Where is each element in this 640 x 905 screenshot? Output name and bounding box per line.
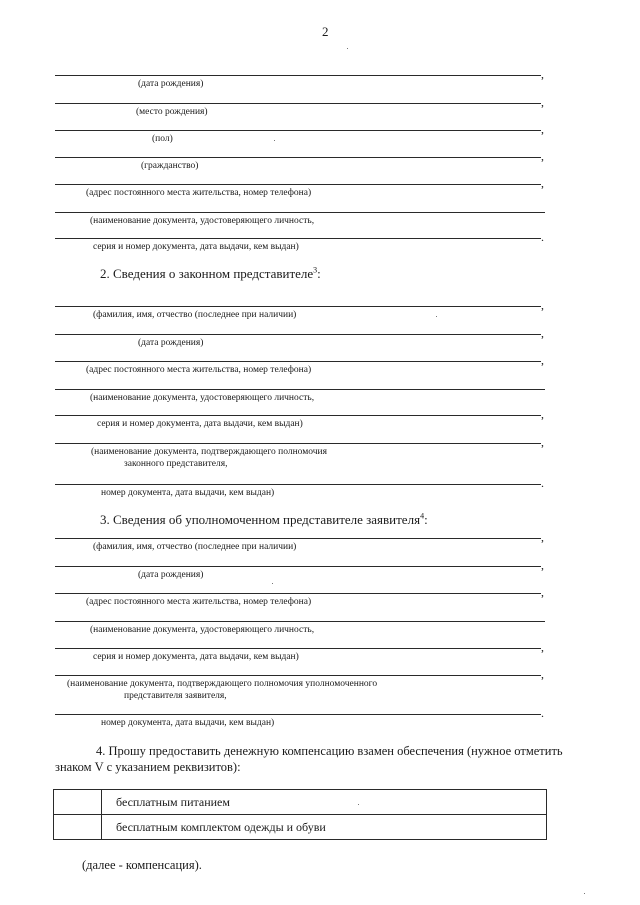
fill-line[interactable] — [55, 484, 541, 485]
line-comma: , — [541, 95, 544, 109]
caption-id-document: (наименование документа, удостоверяющего личность, — [90, 216, 315, 226]
line-comma: , — [541, 122, 544, 136]
scan-speck — [274, 140, 275, 141]
fill-line[interactable] — [55, 621, 545, 622]
fill-line[interactable] — [55, 103, 541, 104]
line-comma: , — [541, 176, 544, 190]
caption-id-details: серия и номер документа, дата выдачи, кем выдан) — [93, 242, 299, 252]
fill-line[interactable] — [55, 714, 541, 715]
line-comma: , — [541, 149, 544, 163]
line-comma: . — [541, 476, 544, 490]
compensation-options-table — [53, 789, 547, 840]
footnote-marker: 3 — [313, 265, 318, 275]
caption-address-phone: (адрес постоянного места жительства, номер телефона) — [86, 365, 312, 375]
caption-authority-document-cont: представителя заявителя, — [124, 691, 227, 701]
line-comma: , — [541, 67, 544, 81]
caption-id-details: серия и номер документа, дата выдачи, кем выдан) — [97, 419, 303, 429]
compensation-request-line2: знаком V с указанием реквизитов): — [55, 760, 241, 774]
line-comma: , — [541, 353, 544, 367]
page-number: 2 — [322, 24, 329, 39]
caption-authority-details: номер документа, дата выдачи, кем выдан) — [101, 488, 275, 498]
fill-line[interactable] — [55, 675, 541, 676]
fill-line[interactable] — [55, 415, 541, 416]
caption-gender: (пол) — [152, 134, 173, 144]
scan-speck — [436, 316, 437, 317]
caption-authority-details: номер документа, дата выдачи, кем выдан) — [101, 718, 275, 728]
line-comma: , — [541, 407, 544, 421]
caption-authority-document: (наименование документа, подтверждающего полномочия — [91, 447, 328, 457]
caption-id-details: серия и номер документа, дата выдачи, кем выдан) — [93, 652, 299, 662]
caption-birth-date: (дата рождения) — [138, 79, 204, 89]
compensation-after-text: (далее - компенсация). — [82, 858, 202, 872]
caption-birth-date: (дата рождения) — [138, 338, 204, 348]
fill-line[interactable] — [55, 75, 541, 76]
fill-line[interactable] — [55, 184, 541, 185]
line-comma: , — [541, 435, 544, 449]
scan-speck — [347, 48, 348, 49]
fill-line[interactable] — [55, 361, 541, 362]
scan-speck — [584, 893, 585, 894]
line-comma: , — [541, 585, 544, 599]
fill-line[interactable] — [55, 389, 545, 390]
line-comma: , — [541, 640, 544, 654]
line-comma: , — [541, 298, 544, 312]
section-heading-legal-representative: 2. Сведения о законном представителе$^3$: — [100, 265, 321, 281]
caption-address-phone: (адрес постоянного места жительства, номер телефона) — [86, 597, 312, 607]
option-checkbox-meals[interactable] — [54, 790, 102, 815]
fill-line[interactable] — [55, 306, 541, 307]
option-row-meals — [54, 790, 547, 815]
option-checkbox-clothing[interactable] — [54, 815, 102, 840]
section-heading-authorized-representative: 3. Сведения об уполномоченном представителе заявителя$^4$: — [100, 511, 428, 527]
line-comma: . — [541, 706, 544, 720]
line-comma: , — [541, 558, 544, 572]
fill-line[interactable] — [55, 334, 541, 335]
caption-address-phone: (адрес постоянного места жительства, номер телефона) — [86, 188, 312, 198]
footnote-marker: 4 — [420, 511, 425, 521]
compensation-request-line1: 4. Прошу предоставить денежную компенсацию взамен обеспечения (нужное отметить — [96, 744, 563, 758]
caption-birth-place: (место рождения) — [136, 107, 208, 117]
fill-line[interactable] — [55, 238, 541, 239]
caption-id-document: (наименование документа, удостоверяющего личность, — [90, 625, 315, 635]
caption-citizenship: (гражданство) — [141, 161, 199, 171]
line-comma: , — [541, 667, 544, 681]
caption-full-name: (фамилия, имя, отчество (последнее при наличии) — [93, 310, 297, 320]
fill-line[interactable] — [55, 157, 541, 158]
fill-line[interactable] — [55, 648, 541, 649]
line-comma: . — [541, 230, 544, 244]
line-comma: , — [541, 530, 544, 544]
fill-line[interactable] — [55, 212, 545, 213]
caption-birth-date: (дата рождения) — [138, 570, 204, 580]
fill-line[interactable] — [55, 566, 541, 567]
option-label-meals: бесплатным питанием — [102, 790, 547, 815]
caption-authority-document-cont: законного представителя, — [124, 459, 228, 469]
scan-speck — [358, 804, 359, 805]
option-row-clothing — [54, 815, 547, 840]
caption-id-document: (наименование документа, удостоверяющего личность, — [90, 393, 315, 403]
fill-line[interactable] — [55, 538, 541, 539]
fill-line[interactable] — [55, 593, 541, 594]
line-comma: , — [541, 326, 544, 340]
fill-line[interactable] — [55, 443, 541, 444]
option-label-clothing: бесплатным комплектом одежды и обуви — [102, 815, 547, 840]
caption-full-name: (фамилия, имя, отчество (последнее при наличии) — [93, 542, 297, 552]
scan-speck — [272, 583, 273, 584]
caption-authority-document: (наименование документа, подтверждающего полномочия уполномоченного — [67, 679, 378, 689]
fill-line[interactable] — [55, 130, 541, 131]
